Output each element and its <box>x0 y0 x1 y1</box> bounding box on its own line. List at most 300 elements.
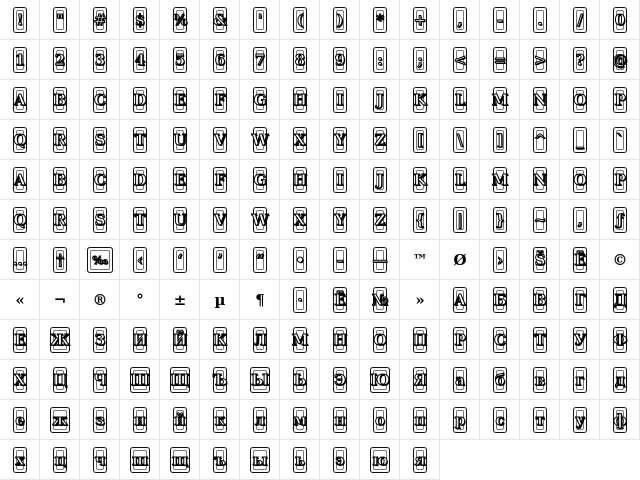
glyph-character: Й <box>172 330 188 349</box>
glyph-tile <box>453 127 467 153</box>
glyph-character: I <box>336 90 344 109</box>
glyph-cell <box>0 400 40 440</box>
glyph-tile <box>293 7 307 33</box>
glyph-tile <box>373 7 387 33</box>
glyph-character: ш <box>131 450 149 469</box>
glyph-cell <box>0 120 40 160</box>
glyph-character: “ <box>255 250 265 269</box>
glyph-character: ‘ <box>177 250 183 269</box>
glyph-cell <box>440 320 480 360</box>
glyph-tile <box>373 407 387 433</box>
glyph-cell <box>440 120 480 160</box>
glyph-character: ] <box>496 130 504 149</box>
glyph-character: е <box>15 410 25 429</box>
glyph-cell <box>40 240 80 280</box>
glyph-character: х <box>15 450 25 469</box>
glyph-tile <box>253 407 267 433</box>
glyph-character: B <box>53 170 67 189</box>
glyph-cell <box>80 400 120 440</box>
glyph-character: S <box>94 130 106 149</box>
glyph-cell <box>320 160 360 200</box>
glyph-tile <box>170 447 190 473</box>
glyph-tile <box>373 287 387 313</box>
glyph-cell <box>480 200 520 240</box>
glyph-tile <box>613 7 627 33</box>
glyph-cell <box>400 400 440 440</box>
glyph-character: W <box>251 130 269 149</box>
glyph-cell <box>560 360 600 400</box>
glyph-tile <box>53 47 67 73</box>
glyph-cell <box>200 80 240 120</box>
glyph-character: Щ <box>170 370 190 389</box>
glyph-character: 5 <box>174 50 186 69</box>
glyph-tile <box>93 7 107 33</box>
glyph-character: V <box>214 130 226 149</box>
glyph-cell <box>40 280 80 320</box>
glyph-character: 3 <box>94 50 106 69</box>
glyph-tile <box>453 207 467 233</box>
glyph-cell <box>440 40 480 80</box>
glyph-tile <box>93 47 107 73</box>
glyph-character: Т <box>534 330 546 349</box>
glyph-tile <box>93 87 107 113</box>
glyph-symbol: ® <box>92 290 108 309</box>
glyph-cell <box>400 200 440 240</box>
glyph-tile <box>613 207 627 233</box>
glyph-cell <box>400 280 440 320</box>
glyph-tile <box>293 47 307 73</box>
glyph-character: У <box>573 330 587 349</box>
glyph-tile <box>213 247 227 273</box>
glyph-character: E <box>174 90 186 109</box>
glyph-cell <box>240 280 280 320</box>
glyph-character: " <box>56 10 64 29</box>
glyph-character: Г <box>574 290 586 309</box>
glyph-character: р <box>454 410 466 429</box>
glyph-cell <box>120 240 160 280</box>
glyph-character: ; <box>417 50 423 69</box>
glyph-cell <box>400 360 440 400</box>
glyph-cell <box>400 40 440 80</box>
glyph-cell <box>360 0 400 40</box>
glyph-character: з <box>95 410 105 429</box>
glyph-tile <box>133 47 147 73</box>
glyph-character: Я <box>413 370 427 389</box>
glyph-tile <box>333 87 347 113</box>
glyph-cell <box>360 320 400 360</box>
glyph-tile <box>613 127 627 153</box>
glyph-cell <box>80 80 120 120</box>
glyph-character: Ы <box>250 370 270 389</box>
glyph-tile <box>213 207 227 233</box>
glyph-character: T <box>134 130 146 149</box>
glyph-cell <box>360 400 400 440</box>
glyph-tile <box>53 207 67 233</box>
glyph-character: б <box>494 370 505 389</box>
glyph-cell <box>320 440 360 480</box>
glyph-character: C <box>94 90 106 109</box>
glyph-tile <box>533 367 547 393</box>
glyph-cell <box>600 320 640 360</box>
glyph-tile <box>413 87 427 113</box>
glyph-tile <box>413 167 427 193</box>
glyph-cell <box>520 40 560 80</box>
glyph-tile <box>493 127 507 153</box>
glyph-cell <box>240 0 280 40</box>
glyph-character: . <box>537 10 543 29</box>
glyph-symbol: ± <box>173 290 187 309</box>
glyph-character: О <box>373 330 387 349</box>
glyph-tile <box>13 47 27 73</box>
glyph-cell <box>480 280 520 320</box>
glyph-cell <box>560 0 600 40</box>
glyph-character: : <box>377 50 383 69</box>
glyph-tile <box>373 207 387 233</box>
glyph-tile <box>453 167 467 193</box>
glyph-character: | <box>457 210 463 229</box>
glyph-character: З <box>94 330 106 349</box>
glyph-character: С <box>494 330 506 349</box>
glyph-tile <box>333 367 347 393</box>
glyph-character: Е <box>14 330 26 349</box>
glyph-cell <box>360 280 400 320</box>
glyph-cell <box>120 400 160 440</box>
glyph-cell <box>400 120 440 160</box>
glyph-cell <box>320 80 360 120</box>
glyph-cell <box>40 40 80 80</box>
glyph-tile <box>613 87 627 113</box>
glyph-tile <box>13 87 27 113</box>
glyph-tile <box>373 327 387 353</box>
glyph-cell <box>320 0 360 40</box>
glyph-cell <box>480 80 520 120</box>
glyph-character: Q <box>13 210 27 229</box>
glyph-character: - <box>496 10 504 29</box>
glyph-cell <box>200 160 240 200</box>
glyph-cell <box>200 0 240 40</box>
glyph-cell <box>0 240 40 280</box>
glyph-cell <box>560 280 600 320</box>
glyph-tile <box>253 127 267 153</box>
glyph-character: 9 <box>334 50 346 69</box>
glyph-character: M <box>491 90 509 109</box>
glyph-symbol: » <box>415 290 425 309</box>
glyph-character: + <box>413 10 427 29</box>
glyph-character: Х <box>14 370 26 389</box>
glyph-tile <box>50 407 70 433</box>
glyph-cell <box>600 360 640 400</box>
glyph-character: Л <box>253 330 267 349</box>
glyph-tile <box>213 127 227 153</box>
glyph-tile <box>573 87 587 113</box>
glyph-character: A <box>14 90 26 109</box>
glyph-cell <box>200 40 240 80</box>
glyph-character: F <box>214 90 226 109</box>
glyph-character: I <box>336 170 344 189</box>
glyph-character: Э <box>334 370 346 389</box>
glyph-tile <box>13 447 27 473</box>
glyph-cell <box>560 400 600 440</box>
glyph-tile <box>373 167 387 193</box>
glyph-tile <box>373 87 387 113</box>
glyph-cell <box>120 0 160 40</box>
glyph-tile <box>173 7 187 33</box>
glyph-cell <box>240 320 280 360</box>
glyph-cell <box>400 320 440 360</box>
glyph-tile <box>13 207 27 233</box>
glyph-cell <box>200 200 240 240</box>
glyph-character: и <box>134 410 146 429</box>
glyph-character: N <box>533 90 547 109</box>
glyph-character: ƒ <box>616 210 624 229</box>
glyph-tile <box>453 327 467 353</box>
glyph-tile <box>293 87 307 113</box>
glyph-cell <box>200 120 240 160</box>
glyph-cell <box>480 0 520 40</box>
glyph-character: Ж <box>50 330 70 349</box>
glyph-character: † <box>56 250 64 269</box>
glyph-tile <box>573 47 587 73</box>
glyph-character: , <box>457 10 463 29</box>
glyph-symbol: µ <box>214 290 226 309</box>
glyph-tile <box>453 47 467 73</box>
glyph-tile <box>133 407 147 433</box>
glyph-character: B <box>53 90 67 109</box>
glyph-cell <box>560 160 600 200</box>
glyph-character: ъ <box>214 450 226 469</box>
glyph-character: L <box>454 170 466 189</box>
glyph-tile <box>333 287 347 313</box>
glyph-cell <box>40 360 80 400</box>
glyph-tile <box>573 7 587 33</box>
glyph-tile <box>53 247 67 273</box>
glyph-character: V <box>214 210 226 229</box>
glyph-character: 2 <box>54 50 66 69</box>
glyph-character: В <box>533 290 547 309</box>
glyph-cell <box>200 400 240 440</box>
glyph-tile <box>453 367 467 393</box>
glyph-tile <box>133 327 147 353</box>
glyph-cell <box>120 40 160 80</box>
glyph-tile <box>493 247 507 273</box>
glyph-character: ф <box>613 410 627 429</box>
glyph-character: ц <box>54 450 66 469</box>
glyph-tile <box>453 87 467 113</box>
glyph-character: ы <box>252 450 268 469</box>
glyph-character: ` <box>616 130 624 149</box>
glyph-cell <box>520 400 560 440</box>
glyph-character: { <box>415 210 425 229</box>
glyph-tile <box>170 367 190 393</box>
glyph-symbol: ¶ <box>255 290 265 309</box>
glyph-tile <box>613 47 627 73</box>
glyph-cell <box>40 320 80 360</box>
glyph-cell <box>0 200 40 240</box>
glyph-character: Q <box>13 130 27 149</box>
glyph-tile <box>533 407 547 433</box>
glyph-cell <box>160 120 200 160</box>
glyph-cell <box>120 200 160 240</box>
glyph-character: Y <box>334 130 346 149</box>
glyph-tile <box>333 407 347 433</box>
glyph-cell <box>80 240 120 280</box>
glyph-tile <box>613 167 627 193</box>
glyph-cell <box>0 40 40 80</box>
glyph-cell <box>520 0 560 40</box>
glyph-character: U <box>173 210 187 229</box>
glyph-character: ( <box>296 10 304 29</box>
glyph-character: А <box>453 290 467 309</box>
glyph-character: а <box>455 370 465 389</box>
glyph-tile <box>293 207 307 233</box>
glyph-cell <box>600 40 640 80</box>
glyph-cell <box>240 200 280 240</box>
glyph-cell <box>400 440 440 480</box>
glyph-cell <box>0 0 40 40</box>
glyph-tile <box>333 207 347 233</box>
glyph-tile <box>213 7 227 33</box>
glyph-cell <box>80 320 120 360</box>
glyph-cell <box>480 320 520 360</box>
glyph-character: — <box>372 250 388 269</box>
glyph-tile <box>130 367 150 393</box>
glyph-cell <box>440 240 480 280</box>
glyph-character: G <box>253 90 267 109</box>
glyph-character: X <box>294 210 306 229</box>
glyph-tile <box>250 367 270 393</box>
glyph-character: › <box>497 250 503 269</box>
glyph-tile <box>173 127 187 153</box>
glyph-tile <box>413 327 427 353</box>
glyph-tile <box>213 87 227 113</box>
glyph-character: ! <box>16 10 24 29</box>
glyph-tile <box>53 7 67 33</box>
glyph-cell <box>240 360 280 400</box>
glyph-cell <box>560 40 600 80</box>
glyph-tile <box>93 327 107 353</box>
glyph-character: Ц <box>52 370 68 389</box>
glyph-character: $ <box>134 10 146 29</box>
glyph-character: > <box>533 50 547 69</box>
glyph-tile <box>573 327 587 353</box>
glyph-character: о <box>374 410 385 429</box>
glyph-character: ~ <box>533 210 547 229</box>
glyph-tile <box>93 127 107 153</box>
glyph-cell <box>80 120 120 160</box>
glyph-cell <box>160 160 200 200</box>
glyph-character: U <box>173 130 187 149</box>
glyph-tile <box>373 127 387 153</box>
glyph-cell <box>120 120 160 160</box>
glyph-cell <box>160 0 200 40</box>
glyph-tile <box>13 167 27 193</box>
glyph-cell <box>160 240 200 280</box>
glyph-tile <box>13 407 27 433</box>
glyph-character: с <box>495 410 505 429</box>
glyph-tile <box>253 167 267 193</box>
glyph-cell <box>320 360 360 400</box>
glyph-character: } <box>495 210 505 229</box>
glyph-tile <box>253 247 267 273</box>
glyph-cell <box>280 0 320 40</box>
glyph-tile <box>133 7 147 33</box>
glyph-cell <box>600 160 640 200</box>
glyph-tile <box>533 87 547 113</box>
glyph-tile <box>453 407 467 433</box>
glyph-tile <box>293 167 307 193</box>
glyph-character: / <box>577 10 583 29</box>
glyph-cell <box>280 160 320 200</box>
glyph-tile <box>173 407 187 433</box>
glyph-cell <box>240 80 280 120</box>
glyph-character: П <box>412 330 428 349</box>
glyph-cell <box>40 160 80 200</box>
glyph-cell <box>320 200 360 240</box>
glyph-tile <box>333 7 347 33</box>
glyph-character: R <box>53 130 67 149</box>
glyph-tile <box>413 207 427 233</box>
glyph-tile <box>333 447 347 473</box>
glyph-character: Y <box>334 210 346 229</box>
glyph-character: ж <box>52 410 68 429</box>
glyph-tile <box>133 247 147 273</box>
glyph-character: ‰ <box>92 253 108 267</box>
glyph-tile <box>333 247 347 273</box>
glyph-character: [ <box>416 130 424 149</box>
glyph-character: * <box>376 10 384 29</box>
glyph-cell <box>400 0 440 40</box>
glyph-character: K <box>413 170 427 189</box>
glyph-cell <box>520 360 560 400</box>
glyph-cell <box>320 240 360 280</box>
glyph-cell <box>480 360 520 400</box>
glyph-character: · <box>297 290 303 309</box>
glyph-character: E <box>174 170 186 189</box>
glyph-character: Д <box>613 290 627 309</box>
glyph-cell <box>40 440 80 480</box>
glyph-character: ’ <box>217 250 223 269</box>
glyph-cell <box>400 80 440 120</box>
glyph-character: K <box>413 90 427 109</box>
glyph-cell <box>480 160 520 200</box>
glyph-symbol: ° <box>136 290 144 309</box>
glyph-cell <box>520 240 560 280</box>
glyph-tile <box>293 407 307 433</box>
glyph-tile <box>613 367 627 393</box>
glyph-character: л <box>254 410 266 429</box>
glyph-tile <box>533 247 547 273</box>
glyph-cell <box>320 120 360 160</box>
glyph-character: H <box>292 170 308 189</box>
glyph-character: М <box>291 330 309 349</box>
glyph-character: 1 <box>14 50 26 69</box>
glyph-tile <box>533 167 547 193</box>
glyph-cell <box>240 40 280 80</box>
glyph-tile <box>213 167 227 193</box>
glyph-tile <box>333 127 347 153</box>
glyph-cell <box>80 440 120 480</box>
glyph-tile <box>573 247 587 273</box>
glyph-character: < <box>453 50 467 69</box>
glyph-tile <box>370 367 390 393</box>
glyph-cell <box>120 440 160 480</box>
glyph-tile <box>573 127 587 153</box>
glyph-tile <box>493 47 507 73</box>
glyph-cell <box>80 280 120 320</box>
glyph-character: … <box>12 250 28 269</box>
glyph-tile <box>333 47 347 73</box>
glyph-cell <box>120 320 160 360</box>
